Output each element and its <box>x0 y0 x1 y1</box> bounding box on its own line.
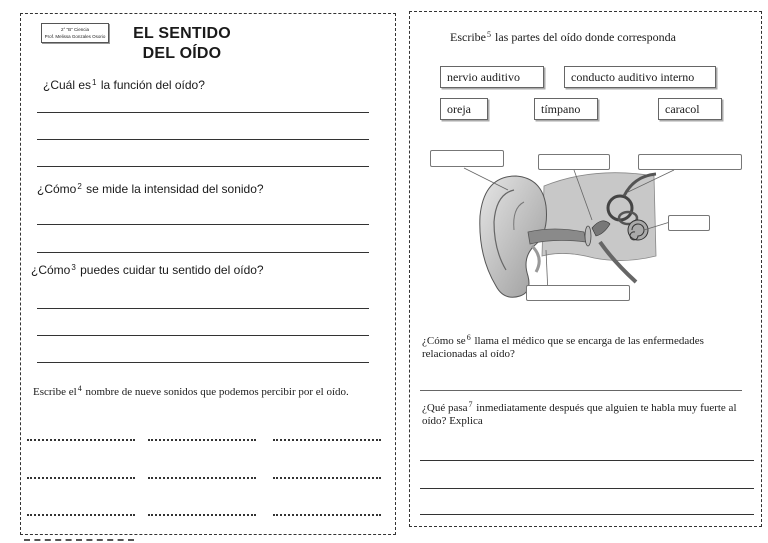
left-worksheet-panel <box>20 13 396 535</box>
sound-blank-7[interactable] <box>27 514 135 516</box>
answer-line[interactable] <box>37 139 369 140</box>
title-line2: DEL OÍDO <box>142 45 222 62</box>
answer-line[interactable] <box>37 224 369 225</box>
question-5: Escribe$^5$ las partes del oído donde corresponda <box>450 30 676 44</box>
eardrum <box>585 226 591 246</box>
answer-line[interactable] <box>420 460 754 461</box>
question-2: ¿Cómo$^2$ se mide la intensidad del sonido? <box>37 182 264 196</box>
sound-blank-5[interactable] <box>148 477 256 479</box>
sound-blank-6[interactable] <box>273 477 381 479</box>
answer-line[interactable] <box>420 390 742 391</box>
right-worksheet-panel <box>409 11 762 527</box>
question-number: 3 <box>71 263 76 272</box>
worksheet-title <box>117 24 247 64</box>
answer-line[interactable] <box>420 514 754 515</box>
question-7: ¿Qué pasa$^7$ inmediatamente después que alguien te habla muy fuerte al oído? Explica <box>422 400 737 427</box>
sound-blank-9[interactable] <box>273 514 381 516</box>
ear-label-blank-5[interactable] <box>526 285 630 301</box>
word-conducto-auditivo-interno[interactable]: conducto auditivo interno <box>564 66 716 88</box>
word-timpano[interactable]: tímpano <box>534 98 598 120</box>
question-number: 1 <box>92 78 97 87</box>
class-badge <box>41 23 109 43</box>
badge-line2: Prof. Melissa Gonzales Osorio <box>44 34 106 39</box>
answer-line[interactable] <box>37 335 369 336</box>
badge-line1: 2° "B" Ciencia <box>60 27 89 32</box>
answer-line[interactable] <box>420 488 754 489</box>
answer-line[interactable] <box>37 166 369 167</box>
skull-region <box>542 173 656 261</box>
sound-blank-3[interactable] <box>273 439 381 441</box>
word-nervio-auditivo[interactable]: nervio auditivo <box>440 66 544 88</box>
page-edge-mark <box>24 539 134 541</box>
question-number: 5 <box>486 30 491 39</box>
sound-blank-2[interactable] <box>148 439 256 441</box>
word-caracol[interactable]: caracol <box>658 98 722 120</box>
sound-blank-8[interactable] <box>148 514 256 516</box>
question-number: 6 <box>466 333 471 342</box>
ear-label-blank-1[interactable] <box>430 150 504 167</box>
answer-line[interactable] <box>37 308 369 309</box>
ear-label-blank-4[interactable] <box>668 215 710 231</box>
question-4: Escribe $el^4$ nombre de nueve sonidos que podemos percibir por el oído. <box>33 384 349 398</box>
answer-line[interactable] <box>37 112 369 113</box>
question-number: 4 <box>77 384 82 393</box>
question-3: ¿Cómo$^3$ puedes cuidar tu sentido del oído? <box>31 263 264 277</box>
answer-line[interactable] <box>37 252 369 253</box>
word-oreja[interactable]: oreja <box>440 98 488 120</box>
ear-label-blank-3[interactable] <box>638 154 742 170</box>
question-number: 7 <box>468 400 473 409</box>
question-1: ¿Cuál $es^1$ la función del oído? <box>43 78 205 92</box>
sound-blank-4[interactable] <box>27 477 135 479</box>
question-6: ¿Cómo $se^6$ llama el médico que se encarga de las enfermedades relacionadas al oído? <box>422 333 704 360</box>
title-line1: EL SENTIDO <box>133 25 231 42</box>
sound-blank-1[interactable] <box>27 439 135 441</box>
question-number: 2 <box>77 182 82 191</box>
ear-label-blank-2[interactable] <box>538 154 610 170</box>
answer-line[interactable] <box>37 362 369 363</box>
